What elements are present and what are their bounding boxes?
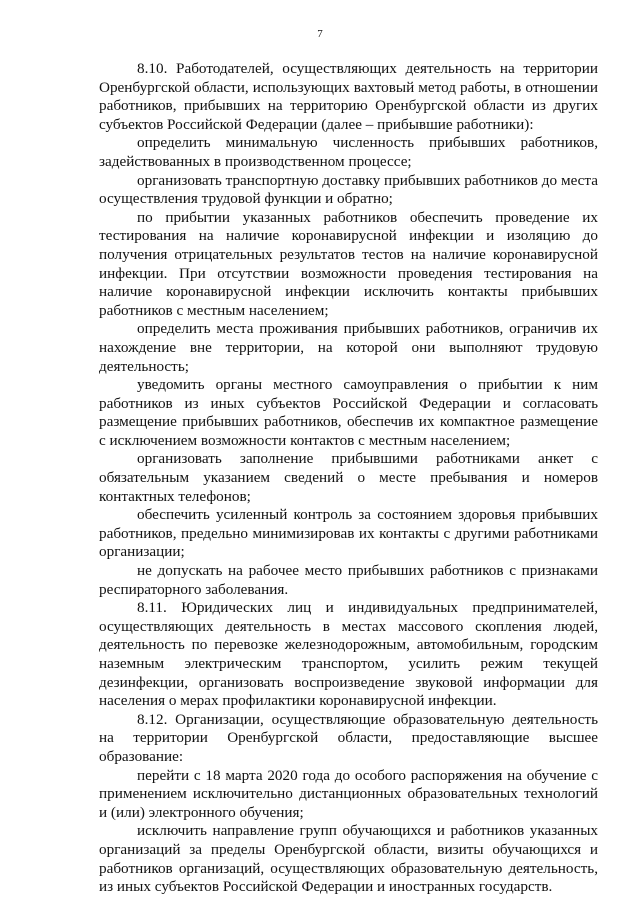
paragraph-item: обеспечить усиленный контроль за состоянием здоровья прибывших работников, предельно минимизировав их контакты с другими работниками организации; xyxy=(99,506,598,561)
page-number: 7 xyxy=(317,28,323,40)
paragraph-item: перейти с 18 марта 2020 года до особого распоряжения на обучение с применением исключительно дистанционных образовательных технологий и (или) электронного обучения; xyxy=(99,766,598,821)
paragraph-item: организовать транспортную доставку прибывших работников до места осуществления трудовой функции и обратно; xyxy=(99,171,598,208)
paragraph-item: определить места проживания прибывших работников, ограничив их нахождение вне территории, на которой они выполняют трудовую деятельность; xyxy=(99,320,598,375)
paragraph-item: исключить направление групп обучающихся и работников указанных организаций за пределы Оренбургской области, визиты обучающихся и работников организаций, осуществляющих образовательную деятельность, из иных субъектов Российской Федерации и иностранных государств. xyxy=(99,822,598,896)
paragraph-8-10: 8.10. Работодателей, осуществляющих деятельность на территории Оренбургской области, использующих вахтовый метод работы, в отношении работников, прибывших на территорию Оренбургской области из других субъектов Российской Федерации (далее – прибывшие работники): xyxy=(99,60,598,133)
document-body xyxy=(99,60,598,897)
paragraph-item: уведомить органы местного самоуправления о прибытии к ним работников из иных субъектов Российской Федерации и согласовать размещение прибывших работников, обеспечив их компактное размещение с исключением возможности контактов с местным населением; xyxy=(99,376,598,449)
paragraph-item: организовать заполнение прибывшими работниками анкет с обязательным указанием сведений о месте пребывания и номеров контактных телефонов; xyxy=(99,450,598,505)
paragraph-item: определить минимальную численность прибывших работников, задействованных в производственном процессе; xyxy=(99,134,598,170)
paragraph-8-11: 8.11. Юридических лиц и индивидуальных предпринимателей, осуществляющих деятельность в местах массового скопления людей, деятельность по перевозке железнодорожным, автомобильным, городским наземным электрическим транспортом, усилить режим текущей дезинфекции, организовать воспроизведение звуковой информации для населения о мерах профилактики коронавирусной инфекции. xyxy=(99,599,598,710)
paragraph-item: по прибытии указанных работников обеспечить проведение их тестирования на наличие коронавирусной инфекции и изоляцию до получения отрицательных результатов тестов на наличие коронавирусной инфекции. При отсутствии возможности проведения тестирования на наличие коронавирусной инфекции исключить контакты прибывших работников с местным населением; xyxy=(99,208,598,319)
paragraph-8-12: 8.12. Организации, осуществляющие образовательную деятельность на территории Оренбургской области, предоставляющие высшее образование: xyxy=(99,710,598,765)
paragraph-item: не допускать на рабочее место прибывших работников с признаками респираторного заболевания. xyxy=(99,562,598,598)
